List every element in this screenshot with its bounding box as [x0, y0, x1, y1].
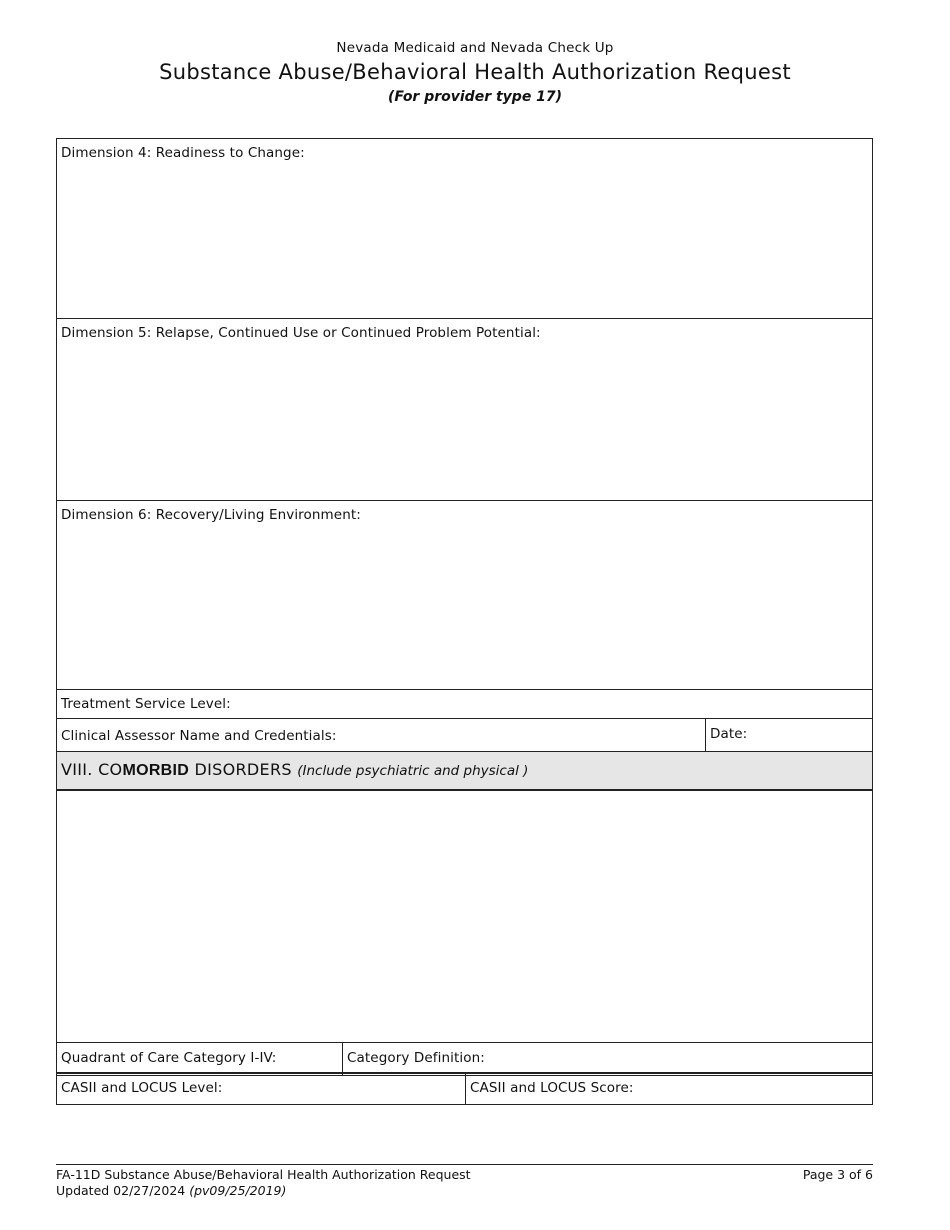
quadrant-row	[57, 1043, 872, 1075]
dimension-4-label: Dimension 4: Readiness to Change:	[61, 145, 305, 161]
section-8-bold: MORBID	[122, 762, 190, 779]
footer-updated: Updated 02/27/2024	[56, 1183, 186, 1198]
footer-form-name: FA-11D Substance Abuse/Behavioral Health Authorization Request	[56, 1167, 471, 1182]
section-8-title	[57, 752, 872, 780]
footer-form-info	[56, 1167, 471, 1199]
category-definition-label: Category Definition:	[347, 1050, 485, 1066]
form-title: Substance Abuse/Behavioral Health Authorization Request	[159, 60, 791, 84]
casii-level-label: CASII and LOCUS Level:	[61, 1080, 223, 1096]
section-8-header	[57, 752, 872, 791]
quadrant-category-field[interactable]	[57, 1043, 342, 1075]
authorization-form-table	[56, 138, 873, 1076]
assessor-date-field[interactable]	[705, 719, 872, 751]
quadrant-category-label: Quadrant of Care Category I-IV:	[61, 1050, 277, 1066]
treatment-service-level-field[interactable]	[57, 690, 872, 719]
comorbid-disorders-field[interactable]	[57, 791, 872, 1043]
footer-updated-line	[56, 1183, 471, 1199]
casii-locus-table	[56, 1072, 873, 1105]
assessor-name-label: Clinical Assessor Name and Credentials:	[61, 728, 337, 744]
section-8-suffix: DISORDERS	[189, 760, 298, 779]
assessor-name-field[interactable]	[57, 719, 705, 751]
dimension-5-field[interactable]	[57, 319, 872, 501]
assessor-row	[57, 719, 872, 752]
section-8-note: (Include psychiatric and physical )	[297, 763, 529, 779]
category-definition-field[interactable]	[342, 1043, 872, 1075]
section-8-prefix: VIII. CO	[61, 760, 123, 779]
dimension-4-field[interactable]	[57, 139, 872, 319]
treatment-service-level-label: Treatment Service Level:	[61, 696, 231, 712]
page-number: Page 3 of 6	[802, 1167, 873, 1182]
dimension-6-field[interactable]	[57, 501, 872, 690]
form-subtitle: (For provider type 17)	[387, 89, 563, 105]
casii-level-field[interactable]	[57, 1074, 465, 1104]
assessor-date-label: Date:	[710, 726, 748, 742]
footer-divider	[56, 1164, 873, 1165]
footer-prev-version: (pv09/25/2019)	[189, 1183, 287, 1198]
casii-score-label: CASII and LOCUS Score:	[470, 1080, 634, 1096]
dimension-5-label: Dimension 5: Relapse, Continued Use or Continued Problem Potential:	[61, 325, 541, 341]
dimension-6-label: Dimension 6: Recovery/Living Environment:	[61, 507, 361, 523]
casii-score-field[interactable]	[465, 1074, 872, 1104]
header-organization: Nevada Medicaid and Nevada Check Up	[336, 40, 614, 56]
